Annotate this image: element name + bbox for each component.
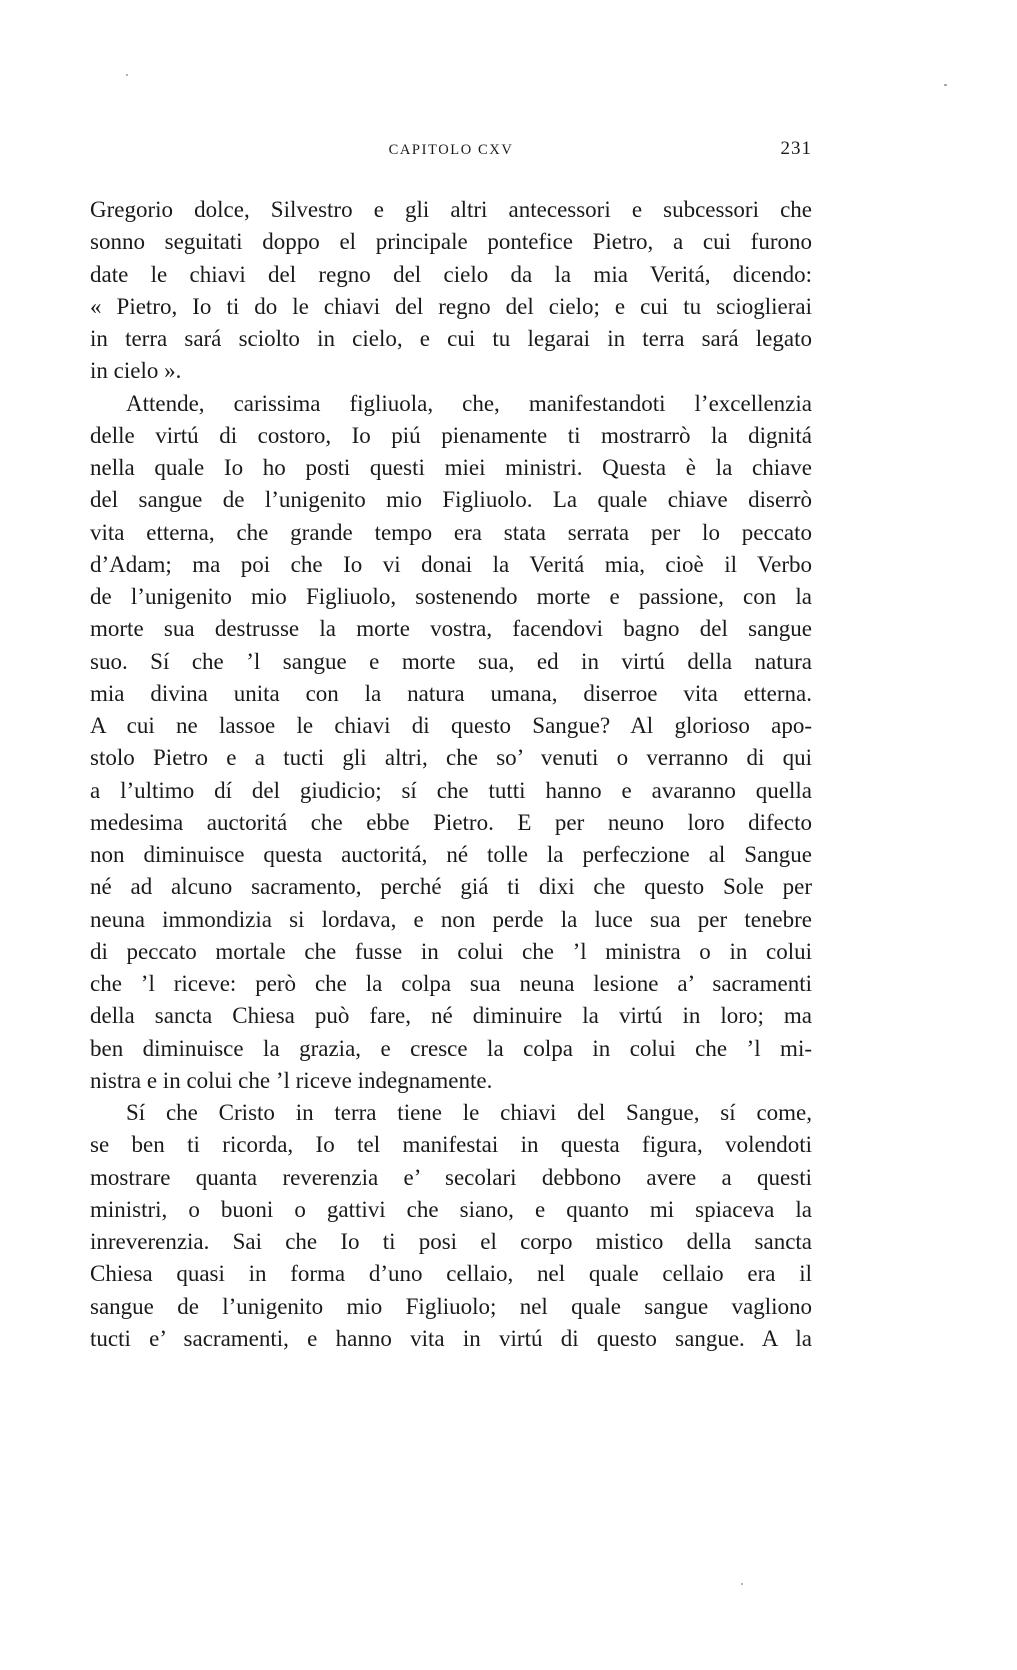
paper-speck	[126, 74, 128, 76]
text-line: vita etterna, che grande tempo era stata serrata per lo peccato	[90, 519, 812, 545]
text-line: sonno seguitati doppo el principale pontefice Pietro, a cui furono	[90, 229, 812, 255]
text-line: d’Adam; ma poi che Io vi donai la Veritá mia, cioè il Verbo	[90, 551, 812, 577]
text-line: stolo Pietro e a tucti gli altri, che so’ venuti o verranno di qui	[90, 745, 812, 771]
text-line: delle virtú di costoro, Io piú pienamente ti mostrarrò la dignitá	[90, 422, 812, 448]
text-line: della sancta Chiesa può fare, né diminuire la virtú in loro; ma	[90, 1003, 812, 1029]
text-line: a l’ultimo dí del giudicio; sí che tutti hanno e avaranno quella	[90, 777, 812, 803]
text-line: A cui ne lassoe le chiavi di questo Sangue? Al glorioso apo-	[90, 713, 812, 738]
text-line: nella quale Io ho posti questi miei ministri. Questa è la chiave	[90, 455, 812, 480]
text-line: mostrare quanta reverenzia e’ secolari debbono avere a questi	[90, 1164, 812, 1190]
text-line: ministri, o buoni o gattivi che siano, e quanto mi spiaceva la	[90, 1196, 812, 1222]
text-line: suo. Sí che ’l sangue e morte sua, ed in virtú della natura	[90, 648, 812, 674]
text-line: medesima auctoritá che ebbe Pietro. E per neuno loro difecto	[90, 809, 812, 835]
text-line: nistra e in colui che ’l riceve indegnamente.	[90, 1067, 493, 1093]
paragraph-start-line: Attende, carissima figliuola, che, manifestandoti l’excellenzia	[126, 390, 812, 416]
text-line: non diminuisce questa auctoritá, né tolle la perfeczione al Sangue	[90, 842, 812, 867]
text-line: date le chiavi del regno del cielo da la mia Veritá, dicendo:	[90, 261, 812, 287]
text-line: mia divina unita con la natura umana, diserroe vita etterna.	[90, 680, 812, 706]
text-line: sangue de l’unigenito mio Figliuolo; nel quale sangue vagliono	[90, 1293, 812, 1319]
text-line: Gregorio dolce, Silvestro e gli altri antecessori e subcessori che	[90, 197, 812, 222]
text-line: tucti e’ sacramenti, e hanno vita in virtú di questo sangue. A la	[90, 1325, 812, 1351]
text-line: neuna immondizia si lordava, e non perde la luce sua per tenebre	[90, 906, 812, 932]
running-head	[90, 138, 812, 164]
text-line: ben diminuisce la grazia, e cresce la colpa in colui che ’l mi-	[90, 1035, 812, 1061]
text-line: Chiesa quasi in forma d’uno cellaio, nel quale cellaio era il	[90, 1261, 812, 1287]
text-line: inreverenzia. Sai che Io ti posi el corpo mistico della sancta	[90, 1229, 812, 1254]
paper-speck	[944, 84, 947, 86]
text-line: morte sua destrusse la morte vostra, facendovi bagno del sangue	[90, 616, 812, 642]
text-line: de l’unigenito mio Figliuolo, sostenendo morte e passione, con la	[90, 584, 812, 609]
paper-speck	[741, 1583, 743, 1585]
text-line: né ad alcuno sacramento, perché giá ti dixi che questo Sole per	[90, 874, 812, 900]
body-text	[90, 194, 812, 1355]
text-line: se ben ti ricorda, Io tel manifestai in questa figura, volendoti	[90, 1132, 812, 1158]
text-line: « Pietro, Io ti do le chiavi del regno del cielo; e cui tu scioglierai	[90, 293, 812, 319]
text-line: di peccato mortale che fusse in colui che ’l ministra o in colui	[90, 938, 812, 964]
text-line: in cielo ».	[90, 358, 182, 384]
running-title: CAPITOLO CXV	[388, 142, 514, 158]
paragraph-start-line: Sí che Cristo in terra tiene le chiavi del Sangue, sí come,	[126, 1100, 812, 1125]
page-number: 231	[780, 138, 812, 159]
text-line: che ’l riceve: però che la colpa sua neuna lesione a’ sacramenti	[90, 971, 812, 996]
text-line: in terra sará sciolto in cielo, e cui tu legarai in terra sará legato	[90, 326, 812, 351]
text-line: del sangue de l’unigenito mio Figliuolo. La quale chiave diserrò	[90, 487, 812, 513]
